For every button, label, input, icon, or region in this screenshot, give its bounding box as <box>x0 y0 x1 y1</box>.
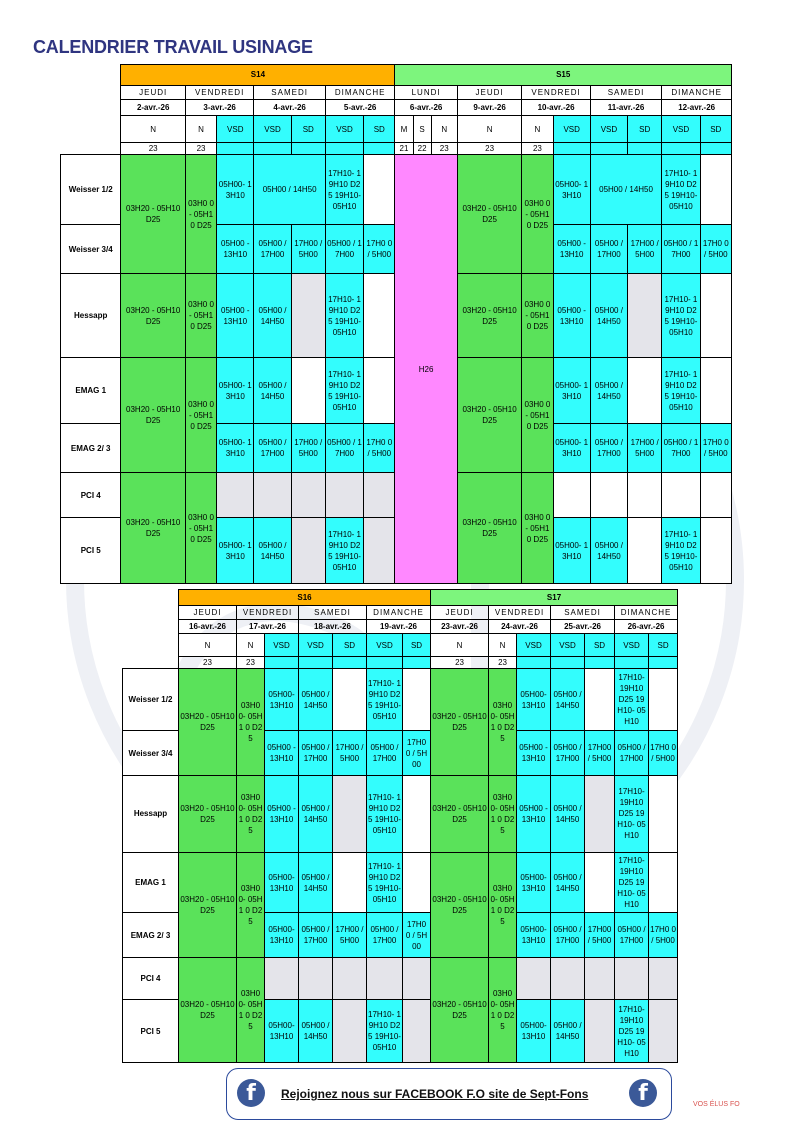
slot-cell: 17H10- 19H10 D25 19H10- 05H10 <box>615 668 649 731</box>
slot-cell: 03H20 - 05H10 D25 <box>457 155 521 274</box>
slot-cell: 17H10- 19H10 D25 19H10- 05H10 <box>325 155 363 225</box>
shift-header: VSD <box>325 116 363 143</box>
slot-cell: 17H00 / 5H00 <box>628 423 662 472</box>
slot-cell: 03H0 0- 05H1 0 D25 <box>489 775 517 852</box>
slot-cell: 17H00 / 5H00 <box>291 423 325 472</box>
slot-cell: 17H10- 19H10 D25 19H10- 05H10 <box>662 518 700 584</box>
machine-label: Weisser 3/4 <box>123 731 179 775</box>
machine-label: PCI 4 <box>123 957 179 999</box>
day-header: VENDREDI <box>489 606 551 620</box>
staff-count: 23 <box>431 142 457 154</box>
slot-cell: 17H00 / 5H00 <box>291 224 325 273</box>
slot-cell: 05H00- 13H10 <box>553 155 590 225</box>
shift-header: N <box>457 116 521 143</box>
slot-cell: 03H20 - 05H10 D25 <box>431 852 489 957</box>
slot-cell: 17H10- 19H10 D25 19H10- 05H10 <box>662 274 700 358</box>
slot-cell: 05H00 / 14H50 <box>254 518 291 584</box>
staff-count: 23 <box>237 656 265 668</box>
staff-count: 22 <box>413 142 431 154</box>
staff-count: 23 <box>522 142 553 154</box>
machine-label: EMAG 2/ 3 <box>61 423 121 472</box>
shift-header: SD <box>403 634 431 656</box>
slot-cell: 05H00 / 17H00 <box>615 731 649 775</box>
slot-cell: 05H00 - 13H10 <box>517 731 551 775</box>
slot-cell: 03H20 - 05H10 D25 <box>121 274 185 358</box>
week-header: S17 <box>431 590 678 606</box>
slot-cell: 05H00 / 14H50 <box>590 274 627 358</box>
slot-cell: 17H00 / 5H00 <box>628 224 662 273</box>
slot-cell: 03H0 0- 05H1 0 D25 <box>489 668 517 775</box>
slot-cell: 17H00 / 5H00 <box>585 913 615 957</box>
week-header: S14 <box>121 65 395 86</box>
day-header: VENDREDI <box>522 85 590 99</box>
shift-header: VSD <box>299 634 333 656</box>
slot-cell: 05H00 / 17H00 <box>299 913 333 957</box>
shift-header: M <box>395 116 413 143</box>
slot-cell: 03H0 0- 05H1 0 D25 <box>185 155 216 274</box>
slot-cell: 17H10- 19H10 D25 19H10- 05H10 <box>367 1000 403 1063</box>
slot-cell: 17H10- 19H10 D25 19H10- 05H10 <box>615 852 649 913</box>
slot-cell: 17H10- 19H10 D25 19H10- 05H10 <box>662 155 700 225</box>
machine-label: PCI 5 <box>123 1000 179 1063</box>
machine-label: Weisser 1/2 <box>61 155 121 225</box>
slot-cell: 05H00 / 17H00 <box>615 913 649 957</box>
shift-header: SD <box>585 634 615 656</box>
slot-cell: 03H0 0- 05H1 0 D25 <box>237 668 265 775</box>
facebook-banner[interactable] <box>226 1068 672 1120</box>
slot-cell: 05H00 - 13H10 <box>265 775 299 852</box>
slot-cell: 03H0 0- 05H1 0 D25 <box>185 358 216 473</box>
slot-cell: 17H0 0 / 5H00 <box>700 224 731 273</box>
slot-cell: 05H00 / 14H50 <box>254 155 326 225</box>
date-header: 11-avr.-26 <box>590 99 662 115</box>
slot-cell: 05H00 / 14H50 <box>551 852 585 913</box>
date-header: 5-avr.-26 <box>325 99 395 115</box>
slot-cell: 03H20 - 05H10 D25 <box>179 957 237 1062</box>
slot-cell: 17H00 / 5H00 <box>333 731 367 775</box>
slot-cell: 03H0 0- 05H1 0 D25 <box>522 274 553 358</box>
slot-cell: 17H0 0 / 5H00 <box>403 913 431 957</box>
calendar-table-bottom <box>122 589 678 1063</box>
date-header: 10-avr.-26 <box>522 99 590 115</box>
day-header: JEUDI <box>431 606 489 620</box>
slot-cell: 05H00 - 13H10 <box>517 775 551 852</box>
slot-cell: 05H00- 13H10 <box>265 913 299 957</box>
staff-count: 23 <box>489 656 517 668</box>
slot-cell: 05H00- 13H10 <box>265 1000 299 1063</box>
shift-header: SD <box>649 634 678 656</box>
slot-cell: 05H00 / 14H50 <box>254 274 291 358</box>
facebook-icon[interactable]: f <box>237 1079 265 1107</box>
slot-cell: 17H10- 19H10 D25 19H10- 05H10 <box>325 518 363 584</box>
machine-label: Hessapp <box>123 775 179 852</box>
day-header: VENDREDI <box>237 606 299 620</box>
date-header: 24-avr.-26 <box>489 620 551 634</box>
facebook-icon[interactable]: f <box>629 1079 657 1107</box>
slot-cell: 17H0 0 / 5H00 <box>649 913 678 957</box>
holiday-cell: H26 <box>395 155 457 584</box>
shift-header: N <box>522 116 553 143</box>
day-header: SAMEDI <box>299 606 367 620</box>
shift-header: SD <box>628 116 662 143</box>
staff-count: 23 <box>179 656 237 668</box>
slot-cell: 05H00 / 17H00 <box>551 913 585 957</box>
date-header: 18-avr.-26 <box>299 620 367 634</box>
machine-label: Hessapp <box>61 274 121 358</box>
machine-label: EMAG 1 <box>61 358 121 424</box>
slot-cell: 17H00 / 5H00 <box>333 913 367 957</box>
slot-cell: 17H10- 19H10 D25 19H10- 05H10 <box>615 1000 649 1063</box>
slot-cell: 03H0 0- 05H1 0 D25 <box>522 358 553 473</box>
shift-header: VSD <box>517 634 551 656</box>
slot-cell: 05H00- 13H10 <box>553 358 590 424</box>
slot-cell: 05H00 / 17H00 <box>590 423 627 472</box>
slot-cell: 17H10- 19H10 D25 19H10- 05H10 <box>615 775 649 852</box>
slot-cell: 05H00 - 13H10 <box>265 731 299 775</box>
shift-header: VSD <box>553 116 590 143</box>
slot-cell: 03H0 0- 05H1 0 D25 <box>237 957 265 1062</box>
slot-cell: 05H00 / 17H00 <box>325 423 363 472</box>
slot-cell: 05H00- 13H10 <box>217 358 254 424</box>
slot-cell: 05H00 / 17H00 <box>254 423 291 472</box>
week-header: S16 <box>179 590 431 606</box>
slot-cell: 05H00- 13H10 <box>517 668 551 731</box>
week-header: S15 <box>395 65 732 86</box>
day-header: SAMEDI <box>551 606 615 620</box>
day-header: SAMEDI <box>590 85 662 99</box>
slot-cell: 03H20 - 05H10 D25 <box>179 852 237 957</box>
machine-label: PCI 4 <box>61 473 121 518</box>
slot-cell: 17H10- 19H10 D25 19H10- 05H10 <box>325 274 363 358</box>
slot-cell: 17H10- 19H10 D25 19H10- 05H10 <box>662 358 700 424</box>
slot-cell: 05H00 / 14H50 <box>590 358 627 424</box>
date-header: 3-avr.-26 <box>185 99 253 115</box>
page-title: CALENDRIER TRAVAIL USINAGE <box>33 37 313 57</box>
slot-cell: 05H00 - 13H10 <box>553 224 590 273</box>
slot-cell: 03H20 - 05H10 D25 <box>121 358 185 473</box>
slot-cell: 05H00 - 13H10 <box>217 274 254 358</box>
date-header: 4-avr.-26 <box>254 99 326 115</box>
slot-cell: 05H00 / 14H50 <box>299 852 333 913</box>
slot-cell: 05H00 / 14H50 <box>590 518 627 584</box>
slot-cell: 05H00 / 14H50 <box>551 1000 585 1063</box>
day-header: JEUDI <box>121 85 185 99</box>
slot-cell: 05H00 / 14H50 <box>299 668 333 731</box>
date-header: 9-avr.-26 <box>457 99 521 115</box>
machine-label: Weisser 3/4 <box>61 224 121 273</box>
day-header: JEUDI <box>457 85 521 99</box>
slot-cell: 17H0 0 / 5H00 <box>364 423 395 472</box>
shift-header: N <box>185 116 216 143</box>
slot-cell: 05H00 / 17H00 <box>299 731 333 775</box>
shift-header: SD <box>700 116 731 143</box>
date-header: 23-avr.-26 <box>431 620 489 634</box>
slot-cell: 05H00- 13H10 <box>217 518 254 584</box>
day-header: DIMANCHE <box>367 606 431 620</box>
slot-cell: 05H00 / 17H00 <box>367 731 403 775</box>
shift-header: SD <box>291 116 325 143</box>
machine-label: EMAG 2/ 3 <box>123 913 179 957</box>
day-header: DIMANCHE <box>325 85 395 99</box>
slot-cell: 03H20 - 05H10 D25 <box>431 957 489 1062</box>
date-header: 6-avr.-26 <box>395 99 457 115</box>
staff-count: 23 <box>185 142 216 154</box>
slot-cell: 05H00- 13H10 <box>553 423 590 472</box>
slot-cell: 05H00 / 17H00 <box>662 423 700 472</box>
slot-cell: 05H00 / 17H00 <box>662 224 700 273</box>
shift-header: N <box>431 116 457 143</box>
slot-cell: 03H20 - 05H10 D25 <box>457 358 521 473</box>
date-header: 16-avr.-26 <box>179 620 237 634</box>
slot-cell: 05H00 / 17H00 <box>325 224 363 273</box>
slot-cell: 05H00 / 14H50 <box>299 775 333 852</box>
slot-cell: 03H20 - 05H10 D25 <box>179 775 237 852</box>
slot-cell: 03H20 - 05H10 D25 <box>457 473 521 584</box>
machine-label: PCI 5 <box>61 518 121 584</box>
slot-cell: 05H00- 13H10 <box>217 423 254 472</box>
slot-cell: 17H10- 19H10 D25 19H10- 05H10 <box>367 852 403 913</box>
shift-header: N <box>489 634 517 656</box>
slot-cell: 03H0 0- 05H1 0 D25 <box>185 274 216 358</box>
staff-count: 23 <box>431 656 489 668</box>
slot-cell: 17H0 0 / 5H00 <box>364 224 395 273</box>
slot-cell: 05H00 / 14H50 <box>551 775 585 852</box>
slot-cell: 17H10- 19H10 D25 19H10- 05H10 <box>325 358 363 424</box>
slot-cell: 05H00 / 14H50 <box>590 155 662 225</box>
slot-cell: 05H00- 13H10 <box>553 518 590 584</box>
day-header: DIMANCHE <box>615 606 678 620</box>
shift-header: VSD <box>615 634 649 656</box>
slot-cell: 17H10- 19H10 D25 19H10- 05H10 <box>367 775 403 852</box>
staff-count: 21 <box>395 142 413 154</box>
shift-header: SD <box>333 634 367 656</box>
slot-cell: 03H0 0- 05H1 0 D25 <box>522 155 553 274</box>
slot-cell: 03H20 - 05H10 D25 <box>457 274 521 358</box>
date-header: 2-avr.-26 <box>121 99 185 115</box>
date-header: 19-avr.-26 <box>367 620 431 634</box>
slot-cell: 17H0 0 / 5H00 <box>649 731 678 775</box>
slot-cell: 17H00 / 5H00 <box>585 731 615 775</box>
machine-label: Weisser 1/2 <box>123 668 179 731</box>
slot-cell: 05H00 / 14H50 <box>551 668 585 731</box>
shift-header: N <box>121 116 185 143</box>
slot-cell: 17H10- 19H10 D25 19H10- 05H10 <box>367 668 403 731</box>
slot-cell: 05H00- 13H10 <box>517 913 551 957</box>
day-header: LUNDI <box>395 85 457 99</box>
slot-cell: 03H0 0- 05H1 0 D25 <box>185 473 216 584</box>
calendar-table-top <box>60 64 732 584</box>
shift-header: N <box>237 634 265 656</box>
slot-cell: 05H00 / 17H00 <box>367 913 403 957</box>
slot-cell: 03H0 0- 05H1 0 D25 <box>522 473 553 584</box>
day-header: SAMEDI <box>254 85 326 99</box>
shift-header: N <box>431 634 489 656</box>
slot-cell: 03H20 - 05H10 D25 <box>431 775 489 852</box>
slot-cell: 17H0 0 / 5H00 <box>700 423 731 472</box>
slot-cell: 05H00- 13H10 <box>217 155 254 225</box>
slot-cell: 05H00 - 13H10 <box>553 274 590 358</box>
shift-header: VSD <box>662 116 700 143</box>
slot-cell: 03H0 0- 05H1 0 D25 <box>237 775 265 852</box>
slot-cell: 05H00- 13H10 <box>517 1000 551 1063</box>
slot-cell: 03H20 - 05H10 D25 <box>121 473 185 584</box>
shift-header: S <box>413 116 431 143</box>
slot-cell: 05H00- 13H10 <box>517 852 551 913</box>
day-header: VENDREDI <box>185 85 253 99</box>
slot-cell: 03H20 - 05H10 D25 <box>179 668 237 775</box>
shift-header: VSD <box>590 116 627 143</box>
shift-header: VSD <box>217 116 254 143</box>
slot-cell: 17H0 0 / 5H00 <box>403 731 431 775</box>
shift-header: SD <box>364 116 395 143</box>
date-header: 12-avr.-26 <box>662 99 732 115</box>
slot-cell: 05H00 / 17H00 <box>254 224 291 273</box>
slot-cell: 05H00 / 14H50 <box>254 358 291 424</box>
shift-header: VSD <box>367 634 403 656</box>
slot-cell: 03H0 0- 05H1 0 D25 <box>489 852 517 957</box>
date-header: 25-avr.-26 <box>551 620 615 634</box>
slot-cell: 03H20 - 05H10 D25 <box>121 155 185 274</box>
machine-label: EMAG 1 <box>123 852 179 913</box>
footer-elus: VOS ÉLUS FO <box>693 1101 740 1108</box>
slot-cell: 05H00 - 13H10 <box>217 224 254 273</box>
slot-cell: 05H00 / 17H00 <box>551 731 585 775</box>
slot-cell: 05H00 / 17H00 <box>590 224 627 273</box>
shift-header: VSD <box>254 116 291 143</box>
slot-cell: 05H00 / 14H50 <box>299 1000 333 1063</box>
facebook-link[interactable]: Rejoignez nous sur FACEBOOK F.O site de Sept-Fons <box>281 1087 589 1101</box>
shift-header: VSD <box>551 634 585 656</box>
slot-cell: 05H00- 13H10 <box>265 668 299 731</box>
day-header: DIMANCHE <box>662 85 732 99</box>
shift-header: VSD <box>265 634 299 656</box>
slot-cell: 05H00- 13H10 <box>265 852 299 913</box>
date-header: 26-avr.-26 <box>615 620 678 634</box>
staff-count: 23 <box>121 142 185 154</box>
shift-header: N <box>179 634 237 656</box>
slot-cell: 03H20 - 05H10 D25 <box>431 668 489 775</box>
staff-count: 23 <box>457 142 521 154</box>
slot-cell: 03H0 0- 05H1 0 D25 <box>237 852 265 957</box>
day-header: JEUDI <box>179 606 237 620</box>
slot-cell: 03H0 0- 05H1 0 D25 <box>489 957 517 1062</box>
date-header: 17-avr.-26 <box>237 620 299 634</box>
